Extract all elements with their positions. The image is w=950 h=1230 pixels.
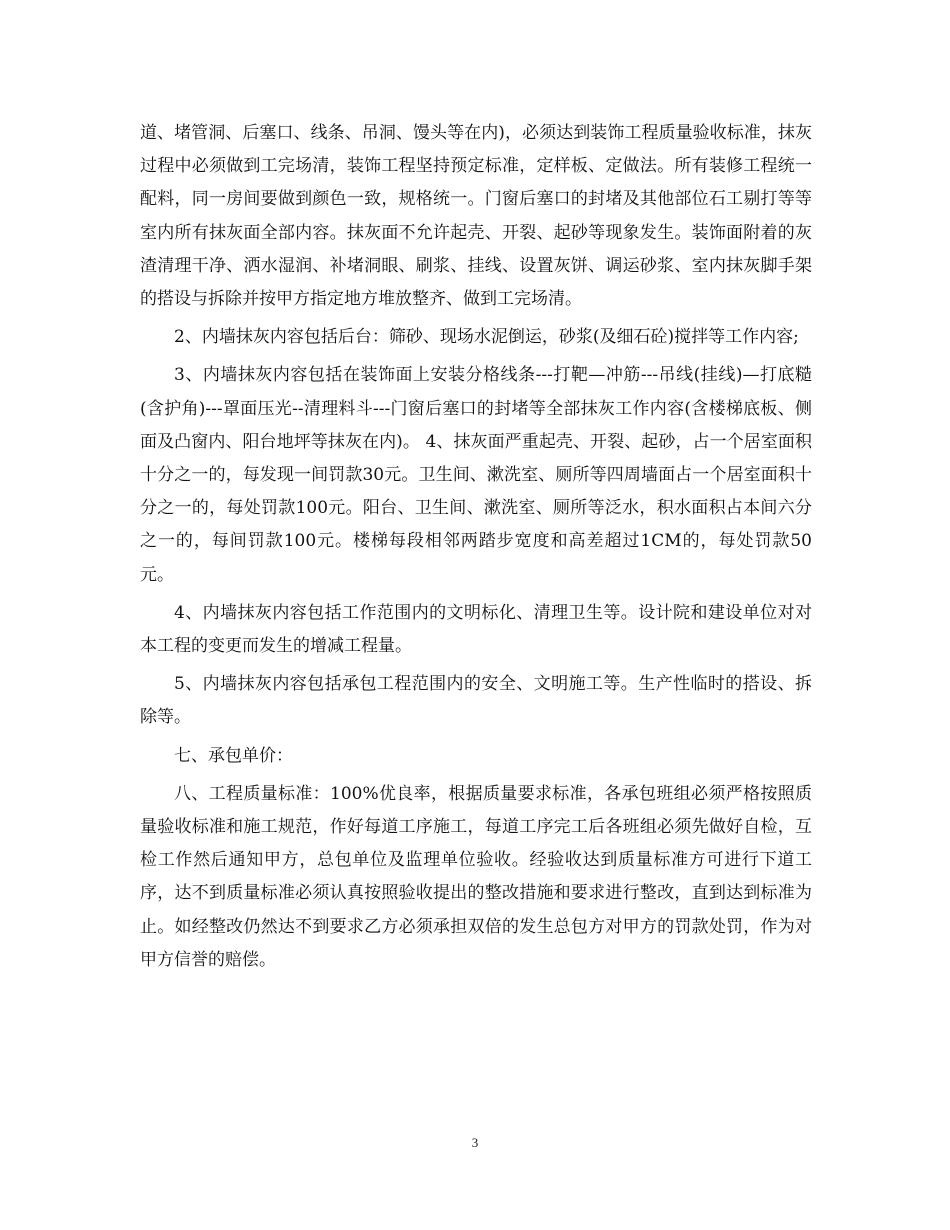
- section-heading-contract-unit-price: 七、承包单价：: [174, 745, 293, 766]
- page-number: 3: [471, 1135, 479, 1150]
- section-quality-standard: 八、工程质量标准：100%优良率，根据质量要求标准，各承包班组必须严格按照质量验收标准和施工规范，作好每道工序施工，每道工序完工后各班组必须先做好自检，互检工作然后通知甲方，总包单位及监理单位验收。经验收达到质量标准方可进行下道工序，达不到质量标准必须认真按照验收提出的整改措施和要求进行整改，直到达到标准为止。如经整改仍然达不到要求乙方必须承担双倍的发生总包方对甲方的罚款处罚，作为对甲方信誉的赔偿。: [140, 783, 812, 970]
- paragraph-item-4: 4、内墙抹灰内容包括工作范围内的文明标化、清理卫生等。设计院和建设单位对对本工程的变更而发生的增减工程量。: [140, 602, 812, 657]
- paragraph-item-3: 3、内墙抹灰内容包括在装饰面上安装分格线条---打靶—冲筋---吊线(挂线)—打底糙(含护角)---罩面压光--清理料斗---门窗后塞口的封堵等全部抹灰工作内容(含楼梯底板、侧面及凸窗内、阳台地坪等抹灰在内)。 4、抹灰面严重起壳、开裂、起砂，占一个居室面积十分之一的，每发现一间罚款30元。卫生间、漱洗室、厕所等四周墙面占一个居室面积十分之一的，每处罚款100元。阳台、卫生间、漱洗室、厕所等泛水，积水面积占本间六分之一的，每间罚款100元。楼梯每段相邻两踏步宽度和高差超过1CM的，每处罚款50元。: [140, 365, 812, 585]
- paragraph-item-2: 2、内墙抹灰内容包括后台：筛砂、现场水泥倒运，砂浆(及细石砼)搅拌等工作内容;: [174, 327, 799, 348]
- paragraph-continuation: 道、堵管洞、后塞口、线条、吊洞、馒头等在内)，必须达到装饰工程质量验收标准，抹灰过程中必须做到工完场清，装饰工程坚持预定标准，定样板、定做法。所有装修工程统一配料，同一房间要做到颜色一致，规格统一。门窗后塞口的封堵及其他部位石工剔打等等室内所有抹灰面全部内容。抹灰面不允许起壳、开裂、起砂等现象发生。装饰面附着的灰渣清理干净、洒水湿润、补堵洞眼、刷浆、挂线、设置灰饼、调运砂浆、室内抹灰脚手架的搭设与拆除并按甲方指定地方堆放整齐、做到工完场清。: [140, 123, 812, 310]
- document-body: [140, 117, 812, 982]
- paragraph-item-5: 5、内墙抹灰内容包括承包工程范围内的安全、文明施工等。生产性临时的搭设、拆除等。: [140, 674, 812, 728]
